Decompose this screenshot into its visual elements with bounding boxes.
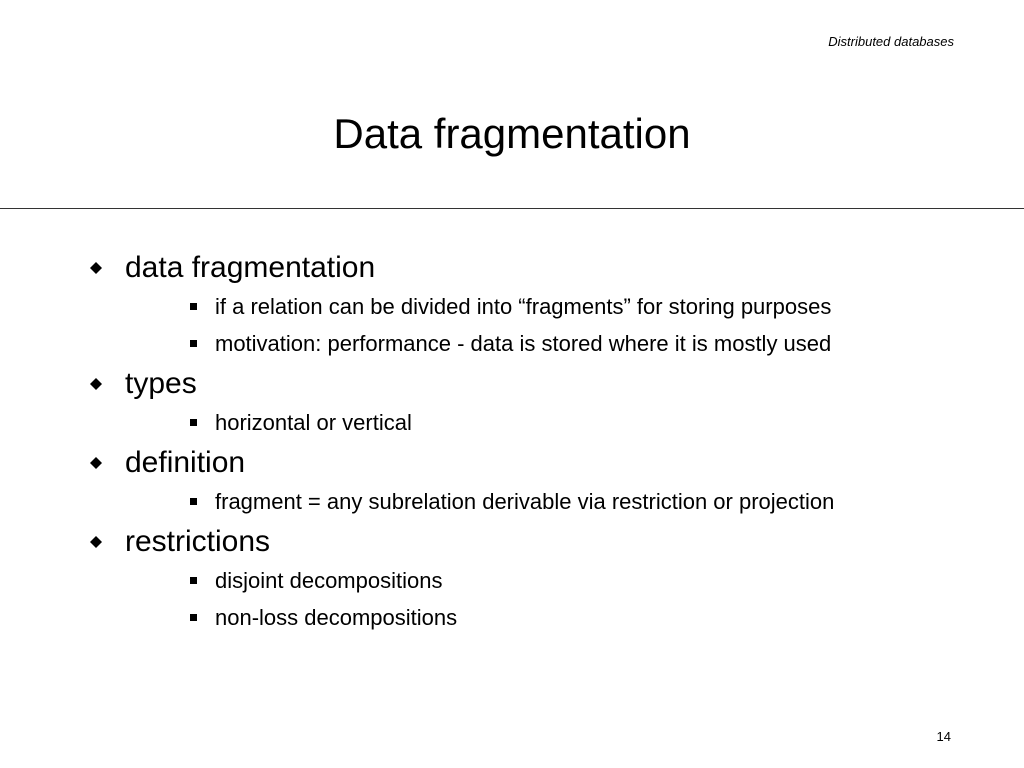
bullet-level2-text: fragment = any subrelation derivable via restriction or projection <box>215 488 835 514</box>
diamond-bullet-icon <box>90 457 125 469</box>
bullet-level1 <box>90 364 970 404</box>
bullet-level2-text: if a relation can be divided into “fragments” for storing purposes <box>215 293 832 319</box>
bullet-level1 <box>90 522 970 562</box>
bullet-level2 <box>90 562 970 599</box>
bullet-level1 <box>90 248 970 288</box>
bullet-level1-text: types <box>125 367 197 400</box>
square-bullet-icon <box>190 577 215 584</box>
bullet-level2-text: horizontal or vertical <box>215 409 412 435</box>
diamond-bullet-icon <box>90 378 125 390</box>
bullet-level2-text: motivation: performance - data is stored where it is mostly used <box>215 330 832 356</box>
bullet-level1-text: definition <box>125 446 246 479</box>
bullet-level1-text: data fragmentation <box>125 251 376 284</box>
bullet-level2 <box>90 288 970 325</box>
page-number: 14 <box>936 729 951 744</box>
bullet-list <box>90 246 970 636</box>
header-note: Distributed databases <box>828 34 954 49</box>
diamond-bullet-icon <box>90 262 125 274</box>
bullet-level2 <box>90 599 970 636</box>
square-bullet-icon <box>190 419 215 426</box>
title-divider <box>0 208 1024 209</box>
square-bullet-icon <box>190 303 215 310</box>
bullet-level1 <box>90 443 970 483</box>
bullet-level1-text: restrictions <box>125 525 271 558</box>
bullet-level2-text: disjoint decompositions <box>215 567 443 593</box>
square-bullet-icon <box>190 498 215 505</box>
slide-title: Data fragmentation <box>333 110 691 157</box>
diamond-bullet-icon <box>90 536 125 548</box>
square-bullet-icon <box>190 340 215 347</box>
bullet-level2 <box>90 325 970 362</box>
bullet-level2 <box>90 483 970 520</box>
bullet-level2-text: non-loss decompositions <box>215 604 458 630</box>
square-bullet-icon <box>190 614 215 621</box>
bullet-level2 <box>90 404 970 441</box>
